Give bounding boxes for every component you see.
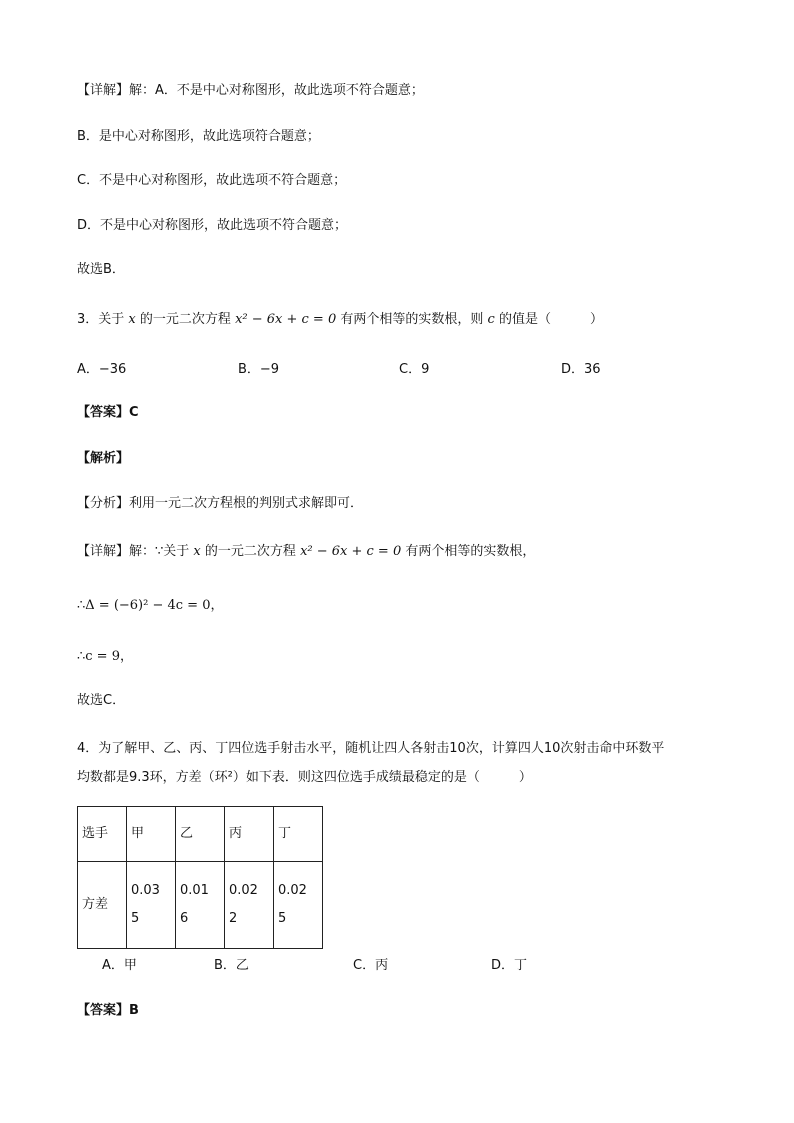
q3-var-c: c <box>487 312 495 327</box>
table-row-variance <box>78 862 323 949</box>
table-header-row <box>78 807 323 862</box>
table-cell-variance-ding <box>274 862 323 949</box>
table-cell-variance-jia <box>127 862 176 949</box>
q4-stem-line-2: 均数都是9.3环，方差（环²）如下表．则这四位选手成绩最稳定的是（ ） <box>77 770 532 785</box>
q4-stem-line-1: 4．为了解甲、乙、丙、丁四位选手射击水平，随机让四人各射击10次，计算四人10次射击命中环数平 <box>77 741 665 756</box>
q3-detail-var-x: x <box>193 544 201 559</box>
q3-detail-c: 有两个相等的实数根， <box>405 544 536 559</box>
q2-detail-line-2: B．是中心对称图形，故此选项符合题意； <box>77 129 320 144</box>
q4-option-b: B．乙 <box>214 958 249 973</box>
table-cell-variance-label: 方差 <box>78 862 127 949</box>
variance-value-yi: 0.016 <box>180 883 209 926</box>
table-cell-header-ding: 丁 <box>274 807 323 862</box>
q3-option-c: C．9 <box>399 362 430 377</box>
q4-option-d: D．丁 <box>491 958 528 973</box>
variance-value-ding: 0.025 <box>278 883 307 926</box>
q3-conclusion: 故选C． <box>77 693 126 708</box>
q4-option-c: C．丙 <box>353 958 389 973</box>
table-cell-header-bing: 丙 <box>225 807 274 862</box>
variance-table <box>77 806 323 949</box>
q3-stem-c: 有两个相等的实数根，则 <box>340 312 484 327</box>
q2-detail-line-4: D．不是中心对称图形，故此选项不符合题意； <box>77 218 348 233</box>
q3-stem <box>77 311 603 329</box>
q3-detail-a: 【详解】解：∵关于 <box>77 544 190 559</box>
q3-stem-b: 的一元二次方程 <box>139 312 231 327</box>
table-cell-header-yi: 乙 <box>176 807 225 862</box>
table-cell-variance-bing <box>225 862 274 949</box>
table-cell-header-jia: 甲 <box>127 807 176 862</box>
q3-analysis-title: 【解析】 <box>77 451 130 466</box>
q3-option-a: A．−36 <box>77 362 127 377</box>
q3-detail-b: 的一元二次方程 <box>204 544 296 559</box>
q3-equation: x² − 6x + c = 0 <box>235 312 337 327</box>
q3-step-1: ∴Δ = (−6)² − 4c = 0， <box>77 598 224 613</box>
variance-value-jia: 0.035 <box>131 883 160 926</box>
q3-option-d: D．36 <box>561 362 601 377</box>
q3-step-2: ∴c = 9， <box>77 649 133 664</box>
q2-conclusion: 故选B． <box>77 262 125 277</box>
table-cell-header-player: 选手 <box>78 807 127 862</box>
q3-detail-equation: x² − 6x + c = 0 <box>300 544 402 559</box>
q3-stem-a: 3．关于 <box>77 312 125 327</box>
q3-detail <box>77 543 535 561</box>
variance-value-bing: 0.022 <box>229 883 258 926</box>
q3-answer: 【答案】C <box>77 405 139 420</box>
table-cell-variance-yi <box>176 862 225 949</box>
q3-var-x: x <box>128 312 136 327</box>
q3-option-b: B．−9 <box>238 362 280 377</box>
q4-answer: 【答案】B <box>77 1003 139 1018</box>
q4-option-a: A．甲 <box>102 958 137 973</box>
q3-analysis: 【分析】利用一元二次方程根的判别式求解即可． <box>77 496 364 511</box>
q2-detail-line-1: 【详解】解：A．不是中心对称图形，故此选项不符合题意； <box>77 83 424 98</box>
q2-detail-line-3: C．不是中心对称图形，故此选项不符合题意； <box>77 173 347 188</box>
q3-stem-d: 的值是（ ） <box>498 312 603 327</box>
